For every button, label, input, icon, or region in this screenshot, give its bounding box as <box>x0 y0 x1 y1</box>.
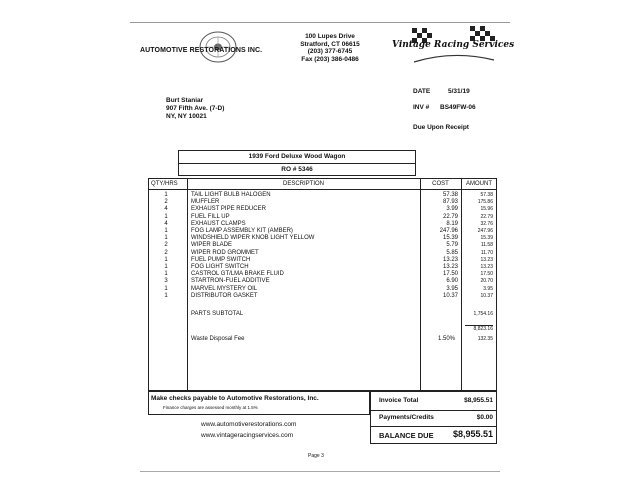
vrs-logo-text: Vintage Racing Services <box>392 40 515 50</box>
waste-amount: 132.35 <box>477 336 493 342</box>
amount-cell: 20.70 <box>480 278 493 285</box>
inv-label: INV # <box>413 104 430 111</box>
amount-cell: 17.50 <box>480 271 493 278</box>
description-cell: DISTRIBUTOR GASKET <box>191 292 258 299</box>
amount-cell: 10.37 <box>480 292 493 299</box>
description-cell: EXHAUST CLAMPS <box>191 220 246 227</box>
header-cost: COST <box>432 181 449 187</box>
totals-rule-1 <box>370 410 497 411</box>
balance-label: BALANCE DUE <box>379 431 434 440</box>
description-cell: WIPER ROD GROMMET <box>191 249 259 256</box>
table-header-rule <box>148 189 497 190</box>
address-line-1: 100 Lupes Drive <box>305 33 355 40</box>
description-cell: MUFFLER <box>191 199 220 206</box>
amount-cell: 3.95 <box>483 285 493 292</box>
amount-cell: 11.70 <box>480 249 493 256</box>
table-row <box>0 292 640 300</box>
header-amount: AMOUNT <box>466 181 492 187</box>
qty-cell: 2 <box>164 199 168 206</box>
waste-rate: 1.50% <box>438 336 456 342</box>
phone: (203) 377-6745 <box>307 48 353 55</box>
header-description: DESCRIPTION <box>282 181 324 187</box>
description-cell: FUEL FILL UP <box>191 213 230 220</box>
description-cell: WINDSHIELD WIPER KNOB LIGHT YELLOW <box>191 235 315 242</box>
date-label: DATE <box>413 88 431 95</box>
qty-cell: 4 <box>164 206 168 213</box>
qty-cell: 1 <box>164 235 168 242</box>
description-cell: STARTRON-FUEL ADDITIVE <box>191 278 270 285</box>
amount-cell: 15.96 <box>480 206 493 213</box>
amount-cell: 13.23 <box>480 256 493 263</box>
cost-cell: 13.23 <box>442 256 458 263</box>
invoice-total-value: $8,955.51 <box>464 397 493 404</box>
cost-cell: 10.37 <box>442 292 458 299</box>
inv-value: BS49FW-06 <box>440 104 476 111</box>
amount-cell: 247.96 <box>477 228 493 234</box>
totals-rule-2 <box>370 426 497 427</box>
payments-value: $0.00 <box>476 414 493 421</box>
date-value: 5/31/19 <box>448 88 470 95</box>
description-cell: WIPER BLADE <box>191 242 233 249</box>
header-qty: QTY/HRS <box>151 181 178 187</box>
amount-cell: 32.76 <box>480 220 493 227</box>
description-cell: FOG LAMP ASSEMBLY KIT (AMBER) <box>191 228 293 234</box>
cost-cell: 17.50 <box>442 271 458 278</box>
qty-cell: 2 <box>164 242 168 249</box>
fax: Fax (203) 386-0486 <box>301 55 359 63</box>
qty-cell: 3 <box>164 278 168 285</box>
customer-street: 907 Fifth Ave. (7-D) <box>166 105 225 112</box>
qty-cell: 1 <box>164 292 168 299</box>
balance-value: $8,955.51 <box>452 429 493 439</box>
address-line-2: Stratford, CT 06615 <box>300 40 360 48</box>
qty-cell: 1 <box>164 213 168 220</box>
cost-cell: 13.23 <box>442 264 458 270</box>
bill-to <box>166 97 224 121</box>
ro-number: RO # 5346 <box>281 166 313 173</box>
description-cell: FOG LIGHT SWITCH <box>191 264 249 270</box>
invoice-total-label: Invoice Total <box>379 397 419 404</box>
waste-label: Waste Disposal Fee <box>191 336 245 342</box>
cost-cell: 6.90 <box>446 278 458 285</box>
bottom-rule <box>140 471 500 472</box>
qty-cell: 1 <box>164 285 168 292</box>
checks-line: Make checks payable to Automotive Restorations, Inc. <box>151 395 319 402</box>
qty-cell: 2 <box>164 249 168 256</box>
amount-cell: 11.58 <box>480 242 493 249</box>
cost-cell: 5.85 <box>446 249 458 256</box>
website-1[interactable]: www.automotiverestorations.com <box>201 421 297 428</box>
parts-subtotal-value: 1,754.16 <box>473 311 493 317</box>
page-number: Page 3 <box>308 453 324 459</box>
terms: Due Upon Receipt <box>413 124 469 131</box>
cost-cell: 22.79 <box>442 213 458 220</box>
description-cell: MARVEL MYSTERY OIL <box>191 285 258 292</box>
amount-cell: 15.39 <box>480 235 493 242</box>
amount-cell: 22.79 <box>480 213 493 220</box>
cost-cell: 57.38 <box>442 192 458 198</box>
cost-cell: 5.79 <box>446 242 458 249</box>
vehicle-divider <box>178 163 416 164</box>
customer-city: NY, NY 10021 <box>166 113 207 120</box>
cost-cell: 3.95 <box>446 285 458 292</box>
amount-cell: 57.38 <box>480 192 493 198</box>
running-total: 8,823.16 <box>473 326 493 332</box>
qty-cell: 1 <box>164 228 168 234</box>
finance-line: Finance charges are assessed monthly at 1.5% <box>163 405 258 410</box>
description-cell: FUEL PUMP SWITCH <box>191 256 251 263</box>
vehicle-title: 1939 Ford Deluxe Wood Wagon <box>248 153 346 160</box>
customer-name: Burt Staniar <box>166 97 204 104</box>
payments-label: Payments/Credits <box>379 414 434 421</box>
cost-cell: 3.99 <box>446 206 458 213</box>
description-cell: TAIL LIGHT BULB HALOGEN <box>191 192 271 198</box>
cost-cell: 87.93 <box>442 199 458 206</box>
cost-cell: 8.19 <box>446 220 458 227</box>
qty-cell: 1 <box>164 192 168 198</box>
website-2[interactable]: www.vintageracingservices.com <box>201 432 294 439</box>
qty-cell: 4 <box>164 220 168 227</box>
qty-cell: 1 <box>164 271 168 278</box>
qty-cell: 1 <box>164 256 168 263</box>
cost-cell: 247.96 <box>439 228 458 234</box>
description-cell: CASTROL GT/LMA BRAKE FLUID <box>191 271 284 278</box>
cost-cell: 15.39 <box>442 235 458 242</box>
qty-cell: 1 <box>164 264 168 270</box>
company-address <box>270 33 390 63</box>
amount-cell: 13.23 <box>480 264 493 270</box>
running-total-rule <box>465 325 493 326</box>
description-cell: EXHAUST PIPE REDUCER <box>191 206 266 213</box>
parts-subtotal-label: PARTS SUBTOTAL <box>191 311 244 317</box>
company-logo-text: AUTOMOTIVE RESTORATIONS INC. <box>140 47 263 54</box>
amount-cell: 175.86 <box>477 199 493 206</box>
